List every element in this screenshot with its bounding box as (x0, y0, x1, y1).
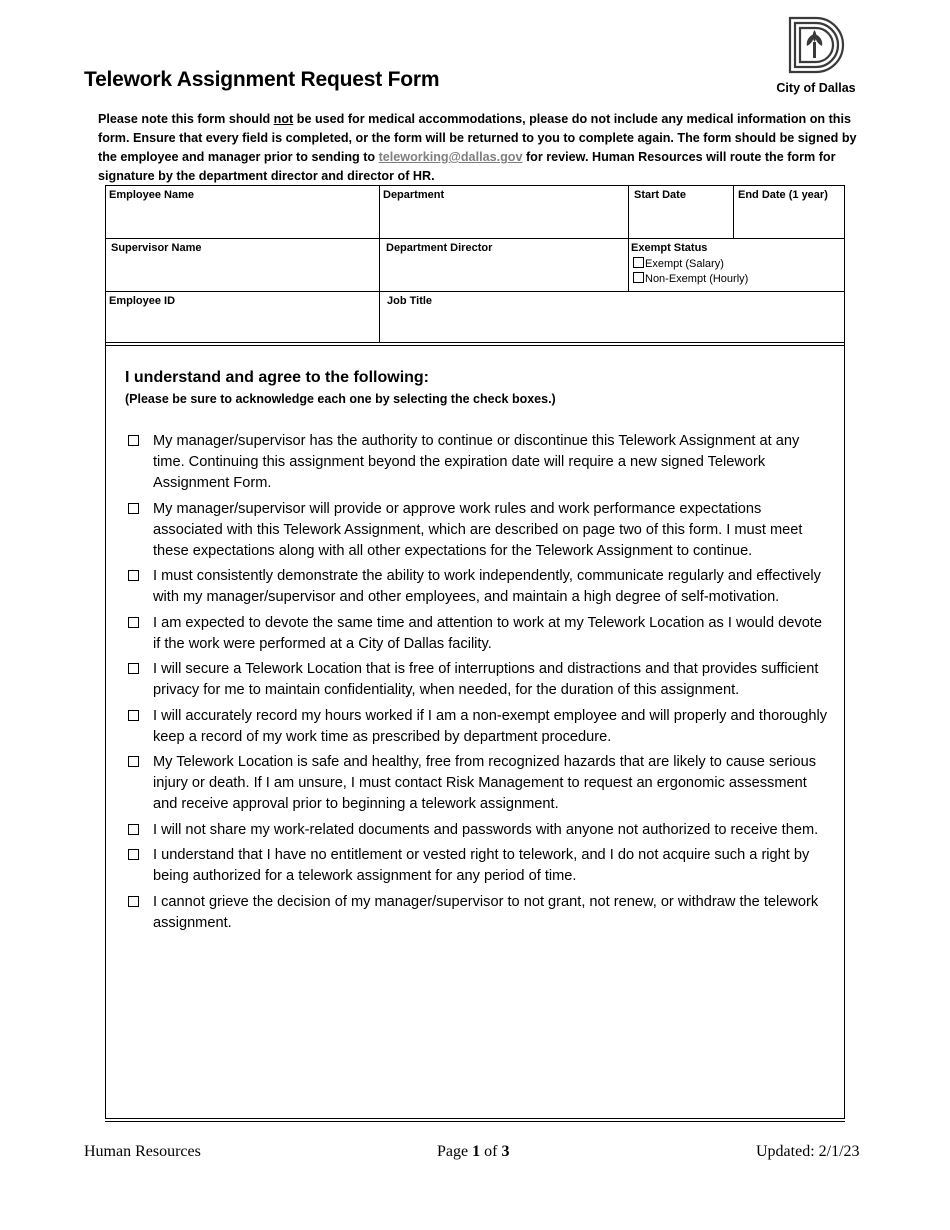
agreement-item-text: I must consistently demonstrate the ability to work independently, communicate regularly and effectively with my manager/supervisor and other employees, and maintain a high degree of self-motivation. (153, 568, 821, 605)
agreement-item-text: My Telework Location is safe and healthy, free from recognized hazards that are likely to cause serious injury or death. If I am unsure, I must contact Risk Management to request an ergonomic assessment and receive approval prior to beginning a telework assignment. (153, 754, 817, 812)
intro-text-3: for review. Human Resources will route the form for signature by the department director and director of HR. (98, 150, 836, 183)
logo-caption: City of Dallas (776, 81, 856, 95)
agreement-item (106, 431, 833, 494)
agreement-item-text: My manager/supervisor will provide or approve work rules and work performance expectations associated with this Telework Assignment, which are described on page two of this form. I must meet these expectations along with all other expectations for the Telework Assignment to continue. (153, 500, 803, 559)
agreement-item (106, 752, 833, 815)
agreement-item-text: I will not share my work-related documents and passwords with anyone not authorized to receive them. (153, 821, 819, 838)
agreement-checkbox[interactable] (128, 849, 139, 860)
supervisor-name-label: Supervisor Name (111, 242, 202, 254)
start-date-label: Start Date (634, 189, 686, 201)
intro-text-2: be used for medical accommodations, please do not include any medical information on this form. Ensure that every field is completed, or the form will be returned to you to complete again. The form should be signed by the employee and manager prior to sending to (98, 112, 857, 164)
end-date-label: End Date (1 year) (738, 189, 828, 201)
intro-underlined-not: not (273, 112, 294, 126)
agreement-item (106, 613, 833, 655)
end-date-field[interactable] (733, 185, 845, 238)
exempt-status-label: Exempt Status (631, 242, 708, 254)
agreement-item-text: I will secure a Telework Location that is free of interruptions and distractions and that provides sufficient privacy for me to maintain confidentiality, when needed, for the duration of this assignment. (153, 661, 819, 698)
agreement-checkbox[interactable] (128, 756, 139, 767)
agreement-subheading: (Please be sure to acknowledge each one by selecting the check boxes.) (125, 392, 556, 406)
page-current: 1 (472, 1143, 481, 1160)
agreement-item-text: My manager/supervisor has the authority to continue or discontinue this Telework Assignment at any time. Continuing this assignment beyond the expiration date will require a new signed Telework Assignment Form. (153, 433, 800, 491)
agreement-checkbox[interactable] (128, 435, 139, 446)
employee-name-field[interactable] (105, 185, 380, 238)
footer-department: Human Resources (84, 1143, 201, 1160)
agreement-item (106, 845, 833, 887)
employee-info-table (105, 185, 845, 343)
agreement-section (105, 342, 845, 1119)
agreement-item (106, 820, 833, 841)
page-mid: of (480, 1143, 502, 1160)
agreement-item (106, 892, 833, 934)
intro-paragraph (98, 110, 868, 186)
intro-text-1: Please note this form should (98, 112, 274, 126)
agreement-checkbox[interactable] (128, 570, 139, 581)
email-link[interactable]: teleworking@dallas.gov (378, 150, 523, 164)
city-logo (770, 14, 862, 98)
agreement-item-text: I will accurately record my hours worked if I am a non-exempt employee and will properly and thoroughly keep a record of my work time as prescribed by department procedure. (153, 707, 828, 745)
page-prefix: Page (437, 1143, 473, 1160)
agreement-checkbox[interactable] (128, 617, 139, 628)
department-field[interactable] (379, 185, 629, 238)
city-of-dallas-logo-icon (786, 14, 846, 76)
footer-updated-date: Updated: 2/1/23 (756, 1143, 860, 1160)
supervisor-name-field[interactable] (105, 238, 380, 291)
page-total: 3 (501, 1143, 510, 1160)
nonexempt-checkbox[interactable] (633, 272, 644, 283)
agreement-checkbox[interactable] (128, 896, 139, 907)
exempt-checkbox[interactable] (633, 257, 644, 268)
start-date-field[interactable] (628, 185, 734, 238)
agreement-list (106, 431, 846, 938)
exempt-option[interactable] (633, 257, 724, 270)
agreement-item-text: I cannot grieve the decision of my manager/supervisor to not grant, not renew, or withdraw the telework assignment. (153, 893, 819, 931)
form-title: Telework Assignment Request Form (84, 68, 440, 91)
exempt-status-field (628, 238, 845, 291)
footer-page-number (437, 1143, 509, 1161)
agreement-item (106, 566, 833, 608)
agreement-item-text: I am expected to devote the same time and attention to work at my Telework Location as I would devote if the work were performed at a City of Dallas facility. (153, 614, 822, 652)
agreement-checkbox[interactable] (128, 663, 139, 674)
agreement-checkbox[interactable] (128, 503, 139, 514)
agreement-item (106, 659, 833, 701)
employee-id-label: Employee ID (109, 295, 176, 307)
department-director-field[interactable] (379, 238, 629, 291)
agreement-checkbox[interactable] (128, 710, 139, 721)
exempt-option-label: Exempt (Salary) (645, 258, 724, 270)
nonexempt-option-label: Non-Exempt (Hourly) (645, 273, 749, 285)
agreement-item (106, 499, 833, 562)
job-title-field[interactable] (379, 291, 845, 343)
agreement-heading: I understand and agree to the following: (125, 369, 430, 386)
department-label: Department (383, 189, 445, 201)
agreement-item (106, 706, 833, 748)
job-title-label: Job Title (387, 295, 433, 307)
agreement-checkbox[interactable] (128, 824, 139, 835)
employee-name-label: Employee Name (109, 189, 194, 201)
nonexempt-option[interactable] (633, 272, 748, 285)
department-director-label: Department Director (386, 242, 493, 254)
agreement-item-text: I understand that I have no entitlement or vested right to telework, and I do not acquire such a right by being authorized for a telework assignment for any period of time. (153, 847, 810, 884)
employee-id-field[interactable] (105, 291, 380, 343)
